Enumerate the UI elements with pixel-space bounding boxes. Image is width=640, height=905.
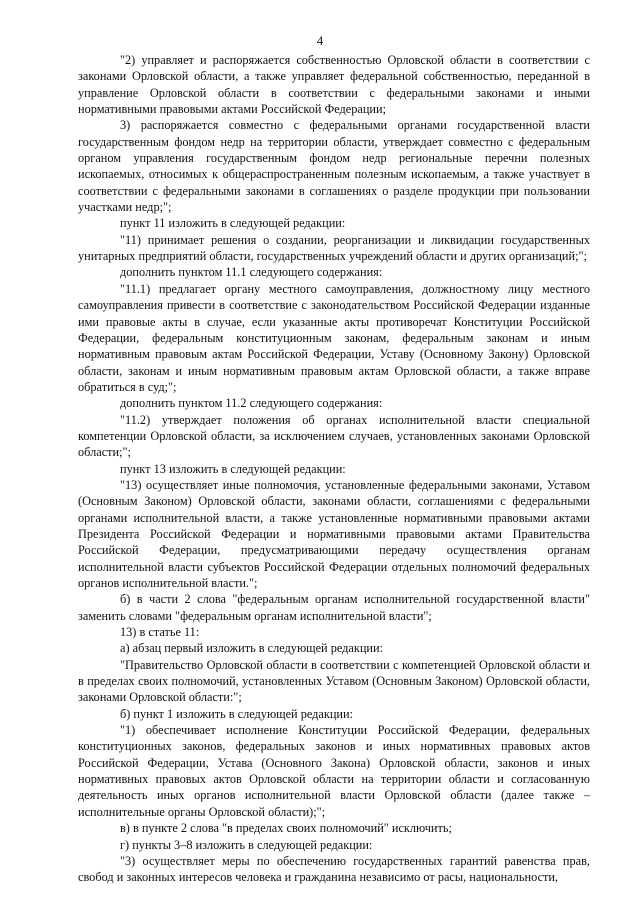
paragraph-item-13: "13) осуществляет иные полномочия, установленные федеральными законами, Уставом (Основным Законом) Орловской области, законами области, соглашениями с федеральными органами исполнительной власти, а также установленные нормативными правовыми актами Президента Российской Федерации и нормативными правовыми актами Правительства Российской Федерации, предусматривающими передачу осуществления органам исполнительной власти субъектов Российской Федерации отдельных полномочий федеральных органов исполнительной власти."; — [78, 477, 590, 590]
paragraph-item-3-guarantees: "3) осуществляет меры по обеспечению государственных гарантий равенства прав, свобод и законных интересов человека и гражданина независимо от расы, национальности, — [78, 853, 590, 885]
paragraph-part-2-replace: б) в части 2 слова "федеральным органам исполнительной государственной власти" заменить словами "федеральным органам исполнительной власти"; — [78, 592, 590, 623]
paragraph-amend-item-13: пункт 13 изложить в следующей редакции: — [120, 461, 346, 476]
paragraph-item-11: "11) принимает решения о создании, реорганизации и ликвидации государственных унитарных предприятий области, государственных учреждений области и других организаций;"; — [78, 232, 590, 264]
paragraph-item-3: 3) распоряжается совместно с федеральными органами государственной власти государственным фондом недр на территории области, утверждает совместно с федеральным органом управления государственным фондом недр региональные перечни полезных ископаемых, относимых к общераспространенным полезным ископаемым, а также участвует в соответствии с федеральными законами в соглашениях о разделе продукции при пользовании участками недр;"; — [78, 118, 590, 215]
paragraph-add-item-11-1: дополнить пунктом 11.1 следующего содержания: — [120, 265, 383, 280]
paragraph-item-1: "1) обеспечивает исполнение Конституции Российской Федерации, федеральных конституционных законов, федеральных законов и иных нормативных правовых актов Российской Федерации, Устава (Основного Закона) Орловской области, законов и иных нормативных правовых актов Орловской области на территории области и согласованную деятельность иных органов исполнительной власти Орловской области (далее также – исполнительные органы Орловской области);"; — [78, 723, 590, 819]
paragraph-first-abzac-amend: а) абзац первый изложить в следующей редакции: — [120, 641, 384, 656]
paragraph-amend-item-11: пункт 11 изложить в следующей редакции: — [120, 216, 346, 231]
paragraph-add-item-11-2: дополнить пунктом 11.2 следующего содержания: — [120, 396, 383, 411]
paragraph-item-2-exclude: в) в пункте 2 слова "в пределах своих полномочий" исключить; — [120, 821, 452, 836]
paragraph-item-2: "2) управляет и распоряжается собственностью Орловской области в соответствии с законами Орловской области, а также управляет федеральной собственностью, переданной в управление Орловской области в соответствии с федеральными законами и иными нормативными правовыми актами Российской Федерации; — [78, 53, 590, 117]
paragraph-article-11: 13) в статье 11: — [120, 625, 200, 640]
page-number: 4 — [316, 33, 324, 48]
paragraph-government-competence: "Правительство Орловской области в соответствии с компетенцией Орловской области и в пределах своих полномочий, установленных Уставом (Основным Законом) Орловской области, законами Орловской области:"; — [78, 657, 590, 705]
paragraph-item-11-1: "11.1) предлагает органу местного самоуправления, должностному лицу местного самоуправления привести в соответствие с законодательством Российской Федерации изданные ими правовые акты в случае, если указанные акты противоречат Конституции Российской Федерации, федеральным конституционным законам, федеральным законам и иным нормативным правовым актам Российской Федерации, Уставу (Основному Закону) Орловской области, законам и иным нормативным правовым актам Орловской области, а также вправе обратиться в суд;"; — [78, 281, 590, 394]
paragraph-amend-item-1: б) пункт 1 изложить в следующей редакции: — [120, 706, 354, 721]
paragraph-amend-items-3-8: г) пункты 3–8 изложить в следующей редакции: — [120, 837, 373, 852]
paragraph-item-11-2: "11.2) утверждает положения об органах исполнительной власти специальной компетенции Орловской области, за исключением случаев, установленных законами Орловской области;"; — [78, 412, 590, 460]
document-body — [78, 52, 590, 886]
